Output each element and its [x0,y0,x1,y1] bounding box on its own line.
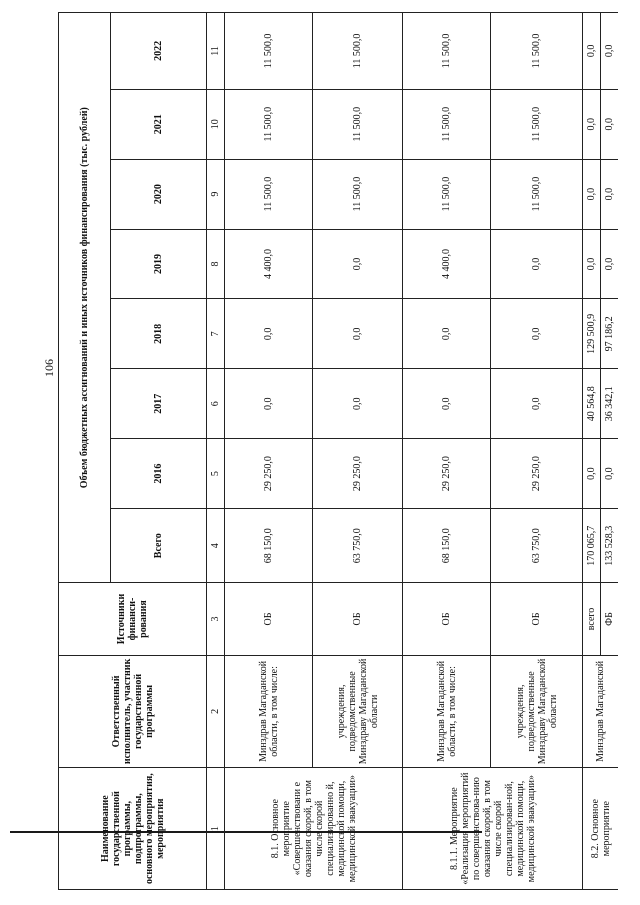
table-row [225,13,313,890]
column-number: 1 [207,768,225,890]
value-cell: 11 500,0 [491,159,583,229]
value-cell: 36 342,1 [601,369,619,439]
executor-cell: учреждения, подведомственные Минздраву Магаданской области [313,655,403,768]
column-number: 9 [207,159,225,229]
measure-name: 8.1.1. Мероприятие «Реализация мероприятий по совершенствова-нию оказания скорой, в том числе скорой специализирован-ной, медицинской помощи, медицинской эвакуации» [403,768,583,890]
value-cell: 29 250,0 [225,439,313,509]
header-name: Наименование государственной программы, подпрограммы, основного мероприятия, мероприятия [59,768,207,890]
header-executor: Ответственный исполнитель, участник государственной программы [59,655,207,768]
value-cell: 11 500,0 [491,13,583,90]
value-cell: 0,0 [583,13,601,90]
header-total: Всего [111,509,207,583]
executor-cell: Минздрав Магаданской области, в том числе: [403,655,491,768]
value-cell: 0,0 [583,89,601,159]
column-number: 5 [207,439,225,509]
header-year: 2019 [111,229,207,299]
value-cell: 0,0 [225,369,313,439]
value-cell: 4 400,0 [403,229,491,299]
column-number: 4 [207,509,225,583]
column-number: 6 [207,369,225,439]
value-cell: 40 564,8 [583,369,601,439]
source-cell: ОБ [313,583,403,655]
value-cell: 0,0 [491,299,583,369]
value-cell: 129 500,9 [583,299,601,369]
value-cell: 0,0 [583,229,601,299]
value-cell: 11 500,0 [313,159,403,229]
value-cell: 29 250,0 [313,439,403,509]
value-cell: 11 500,0 [403,159,491,229]
column-number: 11 [207,13,225,90]
budget-table-container [58,12,618,890]
value-cell: 0,0 [601,439,619,509]
source-cell: всего [583,583,601,655]
page-number: 106 [42,359,56,377]
total-cell: 68 150,0 [225,509,313,583]
value-cell: 0,0 [313,369,403,439]
header-year: 2017 [111,369,207,439]
column-number: 2 [207,655,225,768]
value-cell: 4 400,0 [225,229,313,299]
total-cell: 63 750,0 [491,509,583,583]
value-cell: 0,0 [313,229,403,299]
value-cell: 11 500,0 [225,13,313,90]
budget-table [58,12,618,890]
rotated-table [58,12,618,890]
value-cell: 0,0 [601,229,619,299]
table-row [403,13,491,890]
total-cell: 68 150,0 [403,509,491,583]
value-cell: 97 186,2 [601,299,619,369]
value-cell: 0,0 [491,369,583,439]
table-row [583,13,601,890]
value-cell: 0,0 [601,159,619,229]
header-year: 2016 [111,439,207,509]
source-cell: ОБ [491,583,583,655]
column-number: 10 [207,89,225,159]
value-cell: 11 500,0 [313,89,403,159]
measure-name: 8.2. Основное мероприятие [583,768,619,890]
measure-name: 8.1. Основное мероприятие «Совершенствовани е оказания скорой, в том числе скорой специализированно й, медицинской помощи, медицинской эвакуации» [225,768,403,890]
executor-cell: Минздрав Магаданской области, в том числе: [225,655,313,768]
value-cell: 0,0 [225,299,313,369]
value-cell: 0,0 [583,439,601,509]
value-cell: 0,0 [403,299,491,369]
total-cell: 133 528,3 [601,509,619,583]
table-row [313,13,403,890]
executor-cell: Минздрав Магаданской [583,655,619,768]
value-cell: 11 500,0 [403,89,491,159]
value-cell: 0,0 [313,299,403,369]
value-cell: 0,0 [601,13,619,90]
table-row [491,13,583,890]
value-cell: 0,0 [491,229,583,299]
value-cell: 11 500,0 [313,13,403,90]
source-cell: ОБ [225,583,313,655]
value-cell: 0,0 [403,369,491,439]
header-funding-group: Объем бюджетных ассигнований и иных источников финансирования (тыс. рублей) [59,13,111,583]
header-year: 2021 [111,89,207,159]
value-cell: 0,0 [583,159,601,229]
column-number: 8 [207,229,225,299]
executor-cell: учреждения, подведомственные Минздраву Магаданской области [491,655,583,768]
column-number: 3 [207,583,225,655]
source-cell: ОБ [403,583,491,655]
value-cell: 11 500,0 [225,89,313,159]
value-cell: 29 250,0 [403,439,491,509]
value-cell: 0,0 [601,89,619,159]
total-cell: 63 750,0 [313,509,403,583]
header-year: 2018 [111,299,207,369]
header-year: 2022 [111,13,207,90]
value-cell: 29 250,0 [491,439,583,509]
header-year: 2020 [111,159,207,229]
header-source: Источники финанси-рования [59,583,207,655]
value-cell: 11 500,0 [225,159,313,229]
source-cell: ФБ [601,583,619,655]
column-number: 7 [207,299,225,369]
total-cell: 170 065,7 [583,509,601,583]
value-cell: 11 500,0 [491,89,583,159]
value-cell: 11 500,0 [403,13,491,90]
